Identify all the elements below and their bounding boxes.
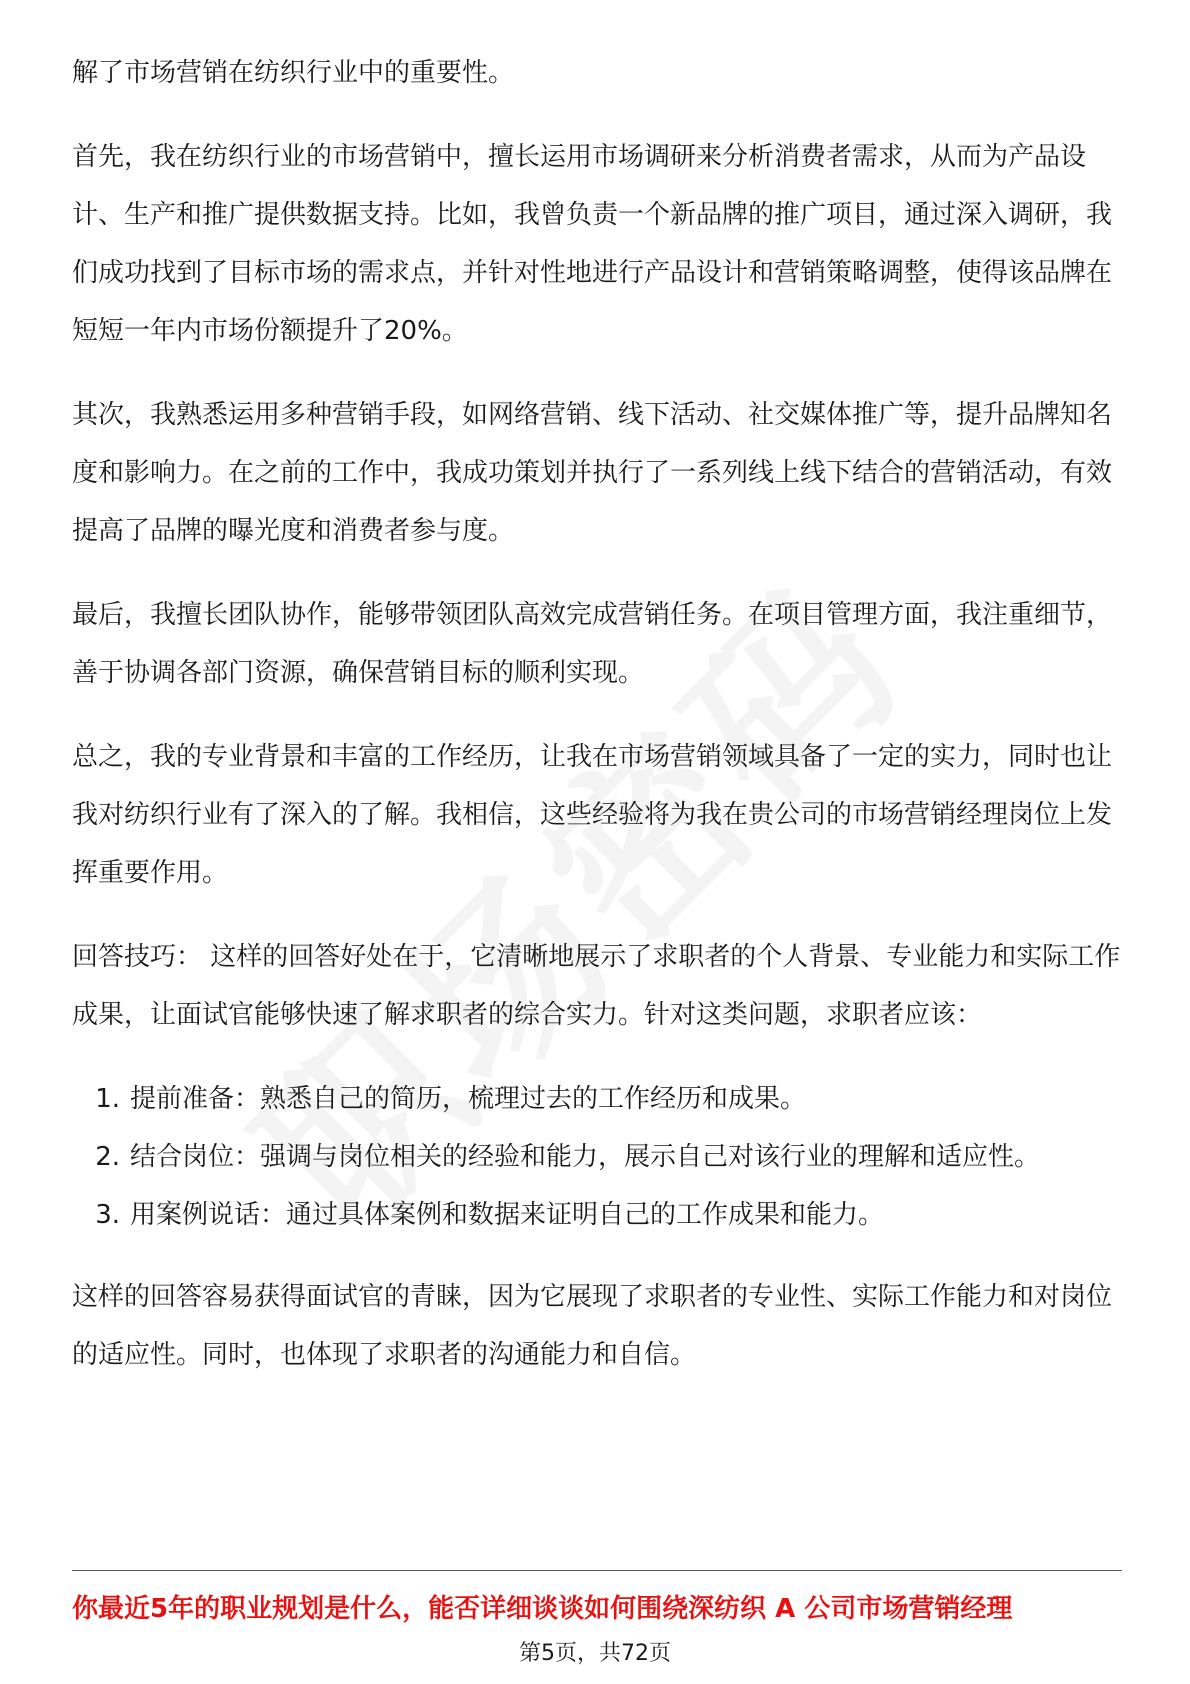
document-body (72, 44, 1122, 1410)
paragraph-first: 首先，我在纺织行业的市场营销中，擅长运用市场调研来分析消费者需求，从而为产品设计、生产和推广提供数据支持。比如，我曾负责一个新品牌的推广项目，通过深入调研，我们成功找到了目标市场的需求点，并针对性地进行产品设计和营销策略调整，使得该品牌在短短一年内市场份额提升了20%。 (72, 142, 1113, 346)
list-item-text: 用案例说话：通过具体案例和数据来证明自己的工作成果和能力。 (130, 1200, 885, 1230)
paragraph-last: 最后，我擅长团队协作，能够带领团队高效完成营销任务。在项目管理方面，我注重细节，善于协调各部门资源，确保营销目标的顺利实现。 (72, 600, 1113, 688)
list-item-number: 3. (95, 1200, 120, 1230)
footer-question-title: 你最近5年的职业规划是什么，能否详细谈谈如何围绕深纺织 A 公司市场营销经理 (72, 1594, 1013, 1624)
list-item (72, 1128, 1122, 1186)
page-number: 第5页，共72页 (519, 1641, 671, 1666)
list-item (72, 1070, 1122, 1128)
paragraph-closing: 这样的回答容易获得面试官的青睐，因为它展现了求职者的专业性、实际工作能力和对岗位的适应性。同时，也体现了求职者的沟通能力和自信。 (72, 1282, 1113, 1370)
paragraph-tips-intro: 回答技巧： 这样的回答好处在于，它清晰地展示了求职者的个人背景、专业能力和实际工作成果，让面试官能够快速了解求职者的综合实力。针对这类问题，求职者应该： (72, 942, 1121, 1030)
paragraph-second: 其次，我熟悉运用多种营销手段，如网络营销、线下活动、社交媒体推广等，提升品牌知名度和影响力。在之前的工作中，我成功策划并执行了一系列线上线下结合的营销活动，有效提高了品牌的曝光度和消费者参与度。 (72, 400, 1113, 546)
list-item-number: 1. (95, 1084, 120, 1114)
list-item-text: 结合岗位：强调与岗位相关的经验和能力，展示自己对该行业的理解和适应性。 (130, 1142, 1041, 1172)
list-item-number: 2. (95, 1142, 120, 1172)
paragraph-summary: 总之，我的专业背景和丰富的工作经历，让我在市场营销领域具备了一定的实力，同时也让我对纺织行业有了深入的了解。我相信，这些经验将为我在贵公司的市场营销经理岗位上发挥重要作用。 (72, 742, 1113, 888)
paragraph-intro: 解了市场营销在纺织行业中的重要性。 (72, 58, 515, 88)
tips-list (72, 1070, 1122, 1244)
list-item (72, 1186, 1122, 1244)
footer-divider (72, 1570, 1122, 1571)
list-item-text: 提前准备：熟悉自己的简历，梳理过去的工作经历和成果。 (130, 1084, 807, 1114)
